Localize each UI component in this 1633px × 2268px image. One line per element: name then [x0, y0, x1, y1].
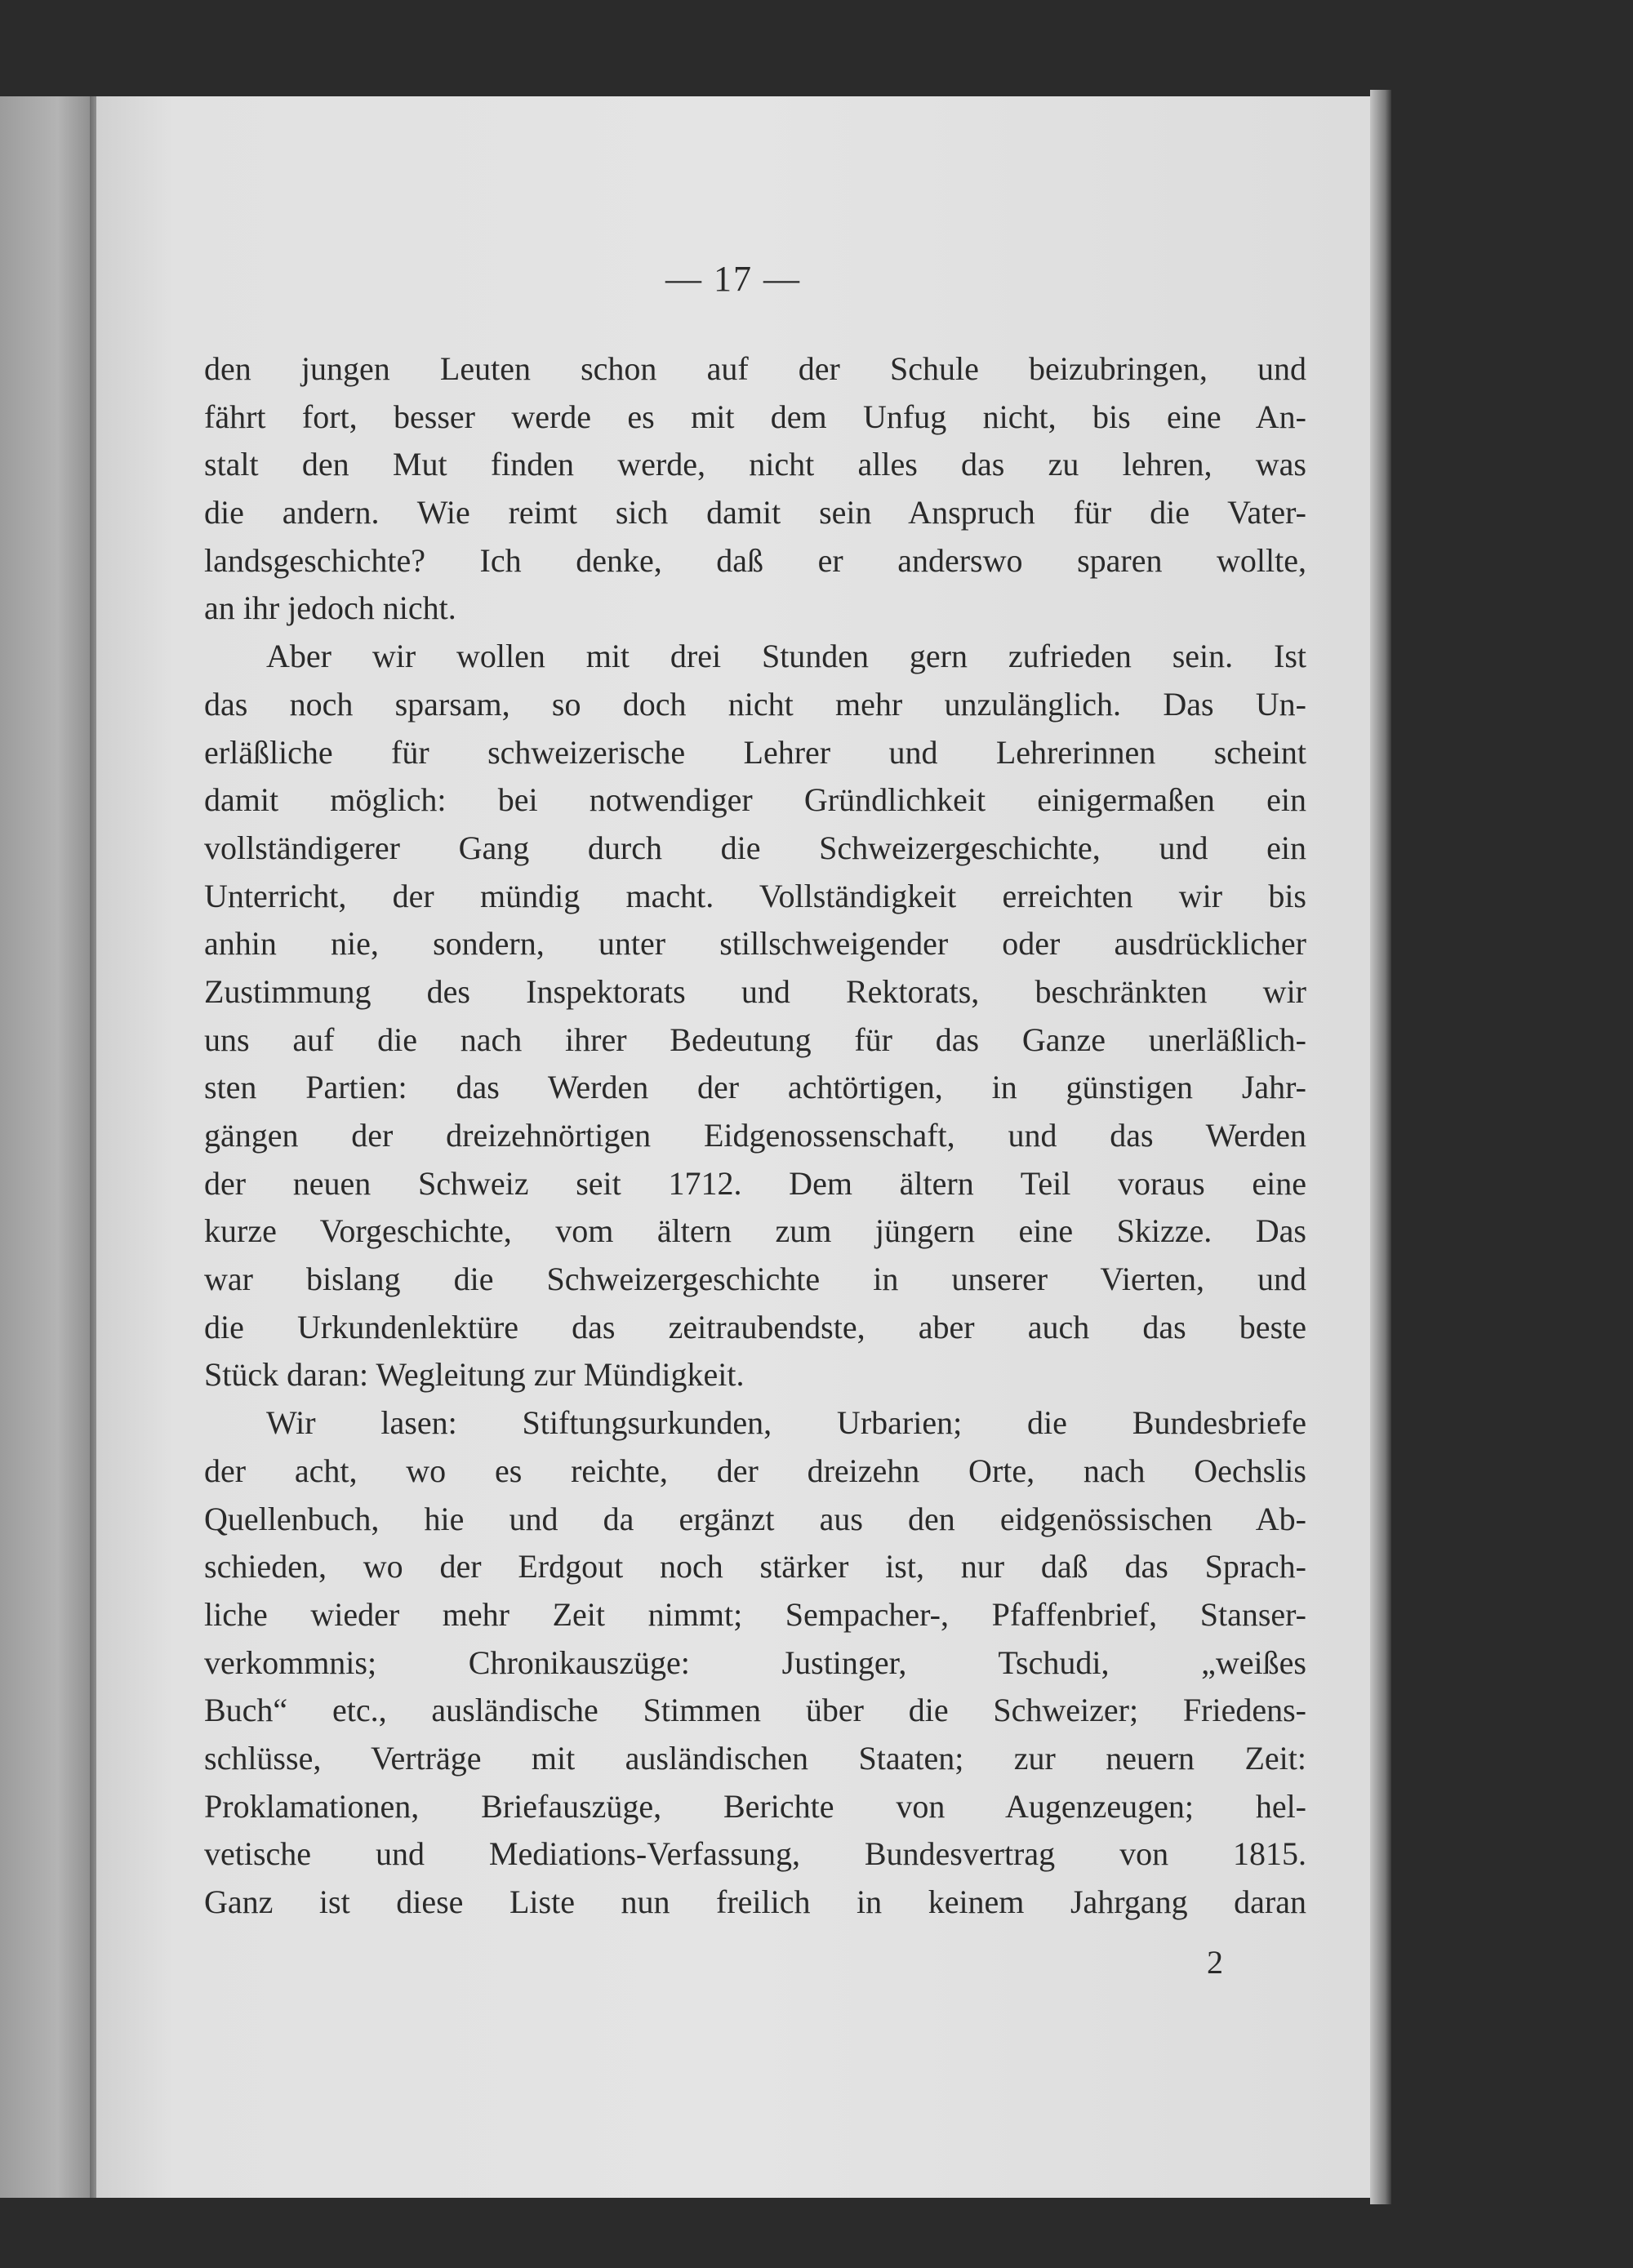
text-line: Unterricht, der mündig macht. Vollständigkeit erreichten wir bis — [204, 877, 1306, 914]
text-line: Ganz ist diese Liste nun freilich in keinem Jahrgang daran — [204, 1883, 1306, 1920]
text-line: die andern. Wie reimt sich damit sein Anspruch für die Vater- — [204, 494, 1306, 531]
text-line: der neuen Schweiz seit 1712. Dem ältern Teil voraus eine — [204, 1164, 1306, 1202]
right-page-edge — [1370, 90, 1391, 2204]
text-line: uns auf die nach ihrer Bedeutung für das Ganze unerläßlich- — [204, 1021, 1306, 1058]
text-line: Aber wir wollen mit drei Stunden gern zufrieden sein. Ist — [266, 638, 1306, 675]
signature-mark: 2 — [1207, 1944, 1223, 1981]
text-line: die Urkundenlektüre das zeitraubendste, aber auch das beste — [204, 1308, 1306, 1345]
book-page — [96, 96, 1370, 2198]
text-line: der acht, wo es reichte, der dreizehn Orte, nach Oechslis — [204, 1452, 1306, 1489]
text-line: Zustimmung des Inspektorats und Rektorats, beschränkten wir — [204, 972, 1306, 1010]
text-line: stalt den Mut finden werde, nicht alles das zu lehren, was — [204, 446, 1306, 483]
text-line: vollständigerer Gang durch die Schweizergeschichte, und ein — [204, 829, 1306, 866]
text-line: Stück daran: Wegleitung zur Mündigkeit. — [204, 1356, 745, 1394]
left-page-edge — [0, 96, 96, 2198]
text-line: das noch sparsam, so doch nicht mehr unzulänglich. Das Un- — [204, 685, 1306, 723]
text-line: Proklamationen, Briefauszüge, Berichte von Augenzeugen; hel- — [204, 1787, 1306, 1825]
text-line: schlüsse, Verträge mit ausländischen Staaten; zur neuern Zeit: — [204, 1739, 1306, 1777]
text-line: war bislang die Schweizergeschichte in unserer Vierten, und — [204, 1261, 1306, 1298]
text-line: anhin nie, sondern, unter stillschweigender oder ausdrücklicher — [204, 925, 1306, 963]
text-line: sten Partien: das Werden der achtörtigen, in günstigen Jahr- — [204, 1069, 1306, 1106]
text-line: erläßliche für schweizerische Lehrer und Lehrerinnen scheint — [204, 733, 1306, 771]
text-line: den jungen Leuten schon auf der Schule beizubringen, und — [204, 350, 1306, 387]
text-line: Buch“ etc., ausländische Stimmen über die Schweizer; Friedens- — [204, 1692, 1306, 1729]
text-line: an ihr jedoch nicht. — [204, 589, 456, 627]
text-line: vetische und Mediations-Verfassung, Bundesvertrag von 1815. — [204, 1835, 1306, 1873]
text-line: fährt fort, besser werde es mit dem Unfug nicht, bis eine An- — [204, 398, 1306, 435]
text-line: liche wieder mehr Zeit nimmt; Sempacher-, Pfaffenbrief, Stanser- — [204, 1595, 1306, 1633]
page-number: — 17 — — [665, 259, 801, 299]
text-line: Quellenbuch, hie und da ergänzt aus den eidgenössischen Ab- — [204, 1500, 1306, 1537]
body-text — [204, 345, 1306, 1927]
text-line: Wir lasen: Stiftungsurkunden, Urbarien; die Bundesbriefe — [266, 1404, 1306, 1442]
text-line: damit möglich: bei notwendiger Gründlichkeit einigermaßen ein — [204, 781, 1306, 819]
text-line: kurze Vorgeschichte, vom ältern zum jüngern eine Skizze. Das — [204, 1212, 1306, 1250]
text-line: gängen der dreizehnörtigen Eidgenossenschaft, und das Werden — [204, 1117, 1306, 1154]
text-line: landsgeschichte? Ich denke, daß er anderswo sparen wollte, — [204, 541, 1306, 579]
text-line: verkommnis; Chronikauszüge: Justinger, Tschudi, „weißes — [204, 1643, 1306, 1681]
text-line: schieden, wo der Erdgout noch stärker ist, nur daß das Sprach- — [204, 1548, 1306, 1585]
